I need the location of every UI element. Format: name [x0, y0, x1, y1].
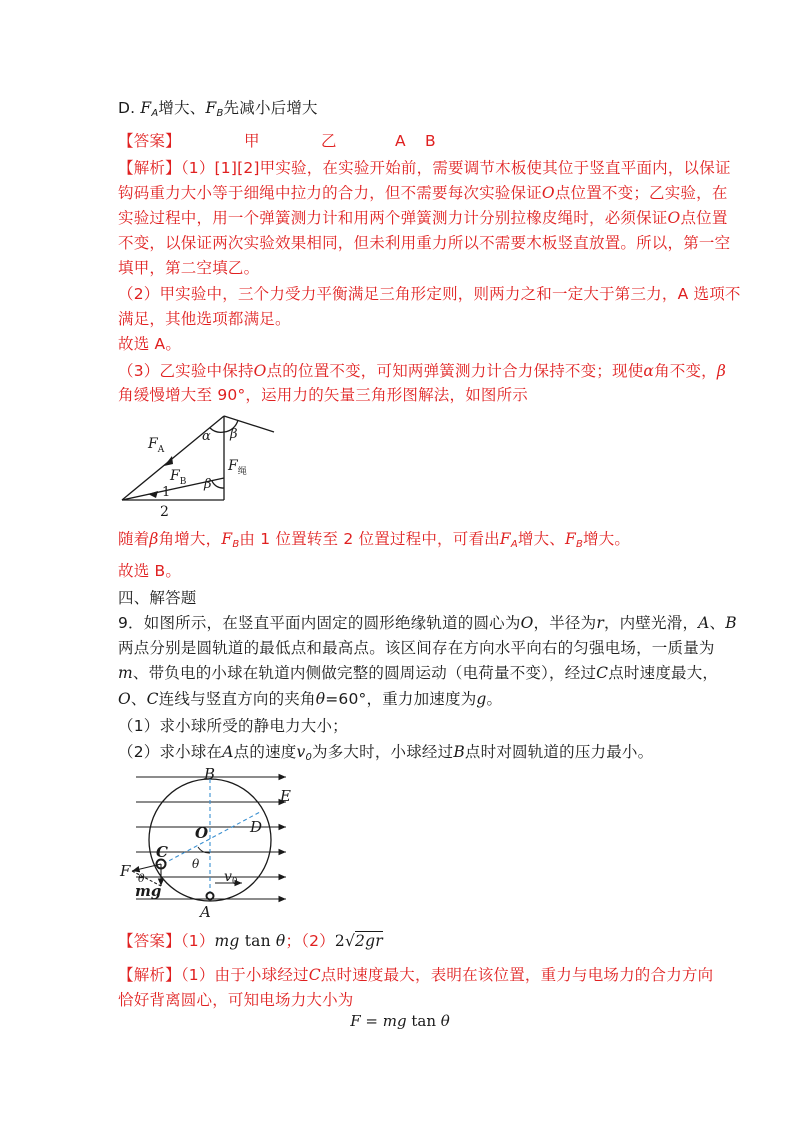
analysis-8-line-11 [118, 528, 630, 556]
fb-subscript: B [216, 108, 224, 119]
q9-text: 点的速度 [233, 743, 297, 761]
b-symbol: B [725, 614, 737, 632]
c-symbol: C [146, 690, 159, 708]
analysis-8-line-2 [118, 182, 728, 204]
beta-symbol: β [716, 362, 727, 380]
q9-text: 。 [486, 690, 503, 708]
answer-9 [118, 930, 383, 952]
analysis-tag: 【解析】 [118, 966, 181, 984]
alpha-label: α [202, 429, 211, 444]
analysis-text: （1）[1][2]甲实验，在实验开始前，需要调节木板使其位于竖直平面内，以保证 [180, 159, 731, 177]
answer-blank-1: 甲 [244, 132, 260, 150]
q9-text: 9．如图所示，在竖直平面内固定的圆形绝缘轨道的圆心为 [118, 614, 521, 632]
fb-subscript: B [232, 539, 240, 550]
ball-at-a [207, 893, 214, 900]
analysis-text: 由 1 位置转至 2 位置过程中，可看出 [239, 530, 500, 548]
theta-symbol: θ [315, 690, 326, 708]
fb-label: $F_B$ [170, 468, 187, 487]
eq-tan: tan [406, 1012, 441, 1030]
option-d-label: D. [118, 99, 141, 117]
beta-top-label: β [230, 427, 238, 442]
section-heading: 四、解答题 [118, 589, 197, 607]
analysis-text: 实验过程中，用一个弹簧测力计和用两个弹簧测力计分别拉橡皮绳时，必须保证 [118, 209, 668, 227]
option-d [118, 97, 318, 125]
analysis-text: 增大。 [583, 530, 631, 548]
beta-symbol: β [149, 530, 159, 548]
c-symbol: C [596, 664, 609, 682]
q9-line-4 [118, 688, 502, 710]
point-d-label: D [250, 818, 263, 836]
fa-arrowhead [164, 456, 173, 466]
analysis-text: （3）乙实验中保持 [118, 362, 254, 380]
q9-line-3 [118, 662, 718, 684]
o-symbol: O [253, 362, 267, 380]
sqrt-icon: √ [344, 932, 356, 950]
circular-track-diagram [118, 765, 303, 920]
analysis-text: 点的位置不变，可知两弹簧测力计合力保持不变；现使 [266, 362, 644, 380]
fa-label: $F_A$ [148, 436, 165, 455]
option-d-tail: 先减小后增大 [223, 99, 318, 117]
q9-text: 、带负电的小球在轨道内侧做完整的圆周运动（电荷量不变），经过 [132, 664, 597, 682]
q9-text: 点时对圆轨道的压力最小。 [464, 743, 654, 761]
analysis-8-line-12: 故选 B。 [118, 562, 182, 580]
analysis-8-line-10: 角缓慢增大至 90°，运用力的矢量三角形图解法，如图所示 [118, 386, 529, 404]
answer-theta: θ [275, 932, 286, 950]
fb-arrowhead [148, 491, 158, 498]
beta-arc-bottom [212, 481, 224, 488]
c-symbol: C [308, 966, 321, 984]
point-a-label: A [200, 903, 211, 920]
mg-label: mg [135, 882, 162, 900]
answer-blank-4: B [425, 132, 436, 150]
answer-tag: 【答案】 [118, 932, 181, 950]
fa-subscript: A [510, 539, 518, 550]
analysis-text: 钩码重力大小等于细绳中拉力的合力，但不需要每次实验保证 [118, 184, 542, 202]
fa-symbol: F [499, 530, 511, 548]
a-symbol: A [698, 614, 710, 632]
v-symbol: v [296, 743, 306, 761]
analysis-9-line-2: 恰好背离圆心，可知电场力大小为 [118, 991, 354, 1009]
force-f-label: F [120, 862, 131, 880]
analysis-9-line-1 [118, 964, 713, 986]
analysis-text: 点位置不变；乙实验，在 [554, 184, 728, 202]
answer-tag: 【答案】 [118, 132, 181, 150]
circular-track [149, 779, 271, 901]
answer-blank-3: A [395, 132, 406, 150]
analysis-text: 角增大， [158, 530, 222, 548]
analysis-text: 随着 [118, 530, 150, 548]
q9-text: 、 [709, 614, 726, 632]
q9-text: ，内壁光滑， [603, 614, 699, 632]
answer-blank-2: 乙 [321, 132, 337, 150]
position-2-label: 2 [160, 504, 169, 520]
v-subscript: 0 [305, 752, 313, 763]
o-symbol: O [541, 184, 555, 202]
point-c-label: C [156, 843, 168, 861]
o-symbol: O [118, 690, 131, 708]
fa-symbol: F [140, 99, 152, 117]
answer-mg: mg [214, 932, 240, 950]
analysis-8-line-6: （2）甲实验中，三个力受力平衡满足三角形定则，则两力之和一定大于第三力，A 选项不 [118, 285, 741, 303]
q9-text: 连线与竖直方向的夹角 [158, 690, 316, 708]
v0-label: $v_0$ [224, 869, 238, 887]
q9-text: ，半径为 [533, 614, 597, 632]
answer-radicand: 2gr [355, 932, 383, 950]
a-symbol: A [222, 743, 234, 761]
o-symbol: O [667, 209, 681, 227]
alpha-symbol: α [643, 362, 655, 380]
q9-text: （2）求小球在 [118, 743, 223, 761]
answer-sqrt-expr [335, 931, 383, 950]
theta-small-label: θ [138, 872, 145, 885]
o-symbol: O [520, 614, 534, 632]
analysis-8-line-3 [118, 207, 728, 229]
rope-force-label: $F_绳$ [228, 458, 247, 477]
analysis-tag: 【解析】 [118, 159, 181, 177]
position-1-label: 1 [162, 485, 171, 500]
option-d-text: 增大、 [158, 99, 206, 117]
q9-sub-1: （1）求小球所受的静电力大小； [118, 717, 348, 735]
fb-subscript: B [575, 539, 584, 550]
analysis-text: 点位置 [680, 209, 728, 227]
alpha-arc [210, 428, 224, 432]
answer-part-1: （1） [180, 932, 215, 950]
oc-od-line [163, 812, 263, 864]
answer-8 [118, 130, 436, 152]
b-symbol: B [453, 743, 465, 761]
q9-line-1 [118, 612, 737, 634]
analysis-text: 点时速度最大，表明在该位置，重力与电场力的合力方向 [320, 966, 714, 984]
point-b-label: B [204, 765, 216, 783]
q9-text: =60°，重力加速度为 [325, 690, 477, 708]
analysis-8-line-9 [118, 360, 726, 382]
eq-theta: θ [440, 1012, 450, 1030]
field-e-label: E [280, 787, 291, 805]
analysis-text: （1）由于小球经过 [180, 966, 309, 984]
m-symbol: m [118, 664, 133, 682]
analysis-8-line-5: 填甲，第二空填乙。 [118, 259, 260, 277]
answer-coefficient: 2 [334, 932, 345, 950]
q9-line-2: 两点分别是圆轨道的最低点和最高点。该区间存在方向水平向右的匀强电场，一质量为 [118, 639, 715, 657]
fb-symbol: F [564, 530, 576, 548]
answer-part-2: （2） [301, 932, 335, 950]
beta-bottom-label: β [204, 477, 212, 492]
eq-equals: = [360, 1012, 383, 1030]
r-symbol: r [596, 614, 604, 632]
analysis-8-line-4: 不变，以保证两次实验效果相同，但未利用重力所以不需要木板竖直放置。所以，第一空 [118, 234, 731, 252]
q9-text: 点时速度最大， [608, 664, 719, 682]
g-symbol: g [476, 690, 487, 708]
q9-text: 为多大时，小球经过 [312, 743, 454, 761]
fa-subscript: A [151, 108, 159, 119]
theta-label: θ [192, 857, 200, 871]
fb-symbol: F [205, 99, 217, 117]
eq-mg: mg [382, 1012, 407, 1030]
answer-tan: tan [244, 932, 271, 950]
analysis-8-line-8: 故选 A。 [118, 335, 182, 353]
fb-symbol: F [221, 530, 233, 548]
answer-separator: ； [285, 932, 302, 950]
analysis-8-line-1 [118, 157, 731, 179]
center-o-label: O [195, 824, 209, 842]
analysis-8-line-7: 满足，其他选项都满足。 [118, 310, 291, 328]
force-triangle-diagram [112, 408, 292, 520]
analysis-text: 增大、 [517, 530, 565, 548]
eq-f: F [350, 1012, 361, 1030]
analysis-text: 角不变， [654, 362, 717, 380]
equation-f [0, 1012, 800, 1030]
q9-text: 、 [130, 690, 147, 708]
